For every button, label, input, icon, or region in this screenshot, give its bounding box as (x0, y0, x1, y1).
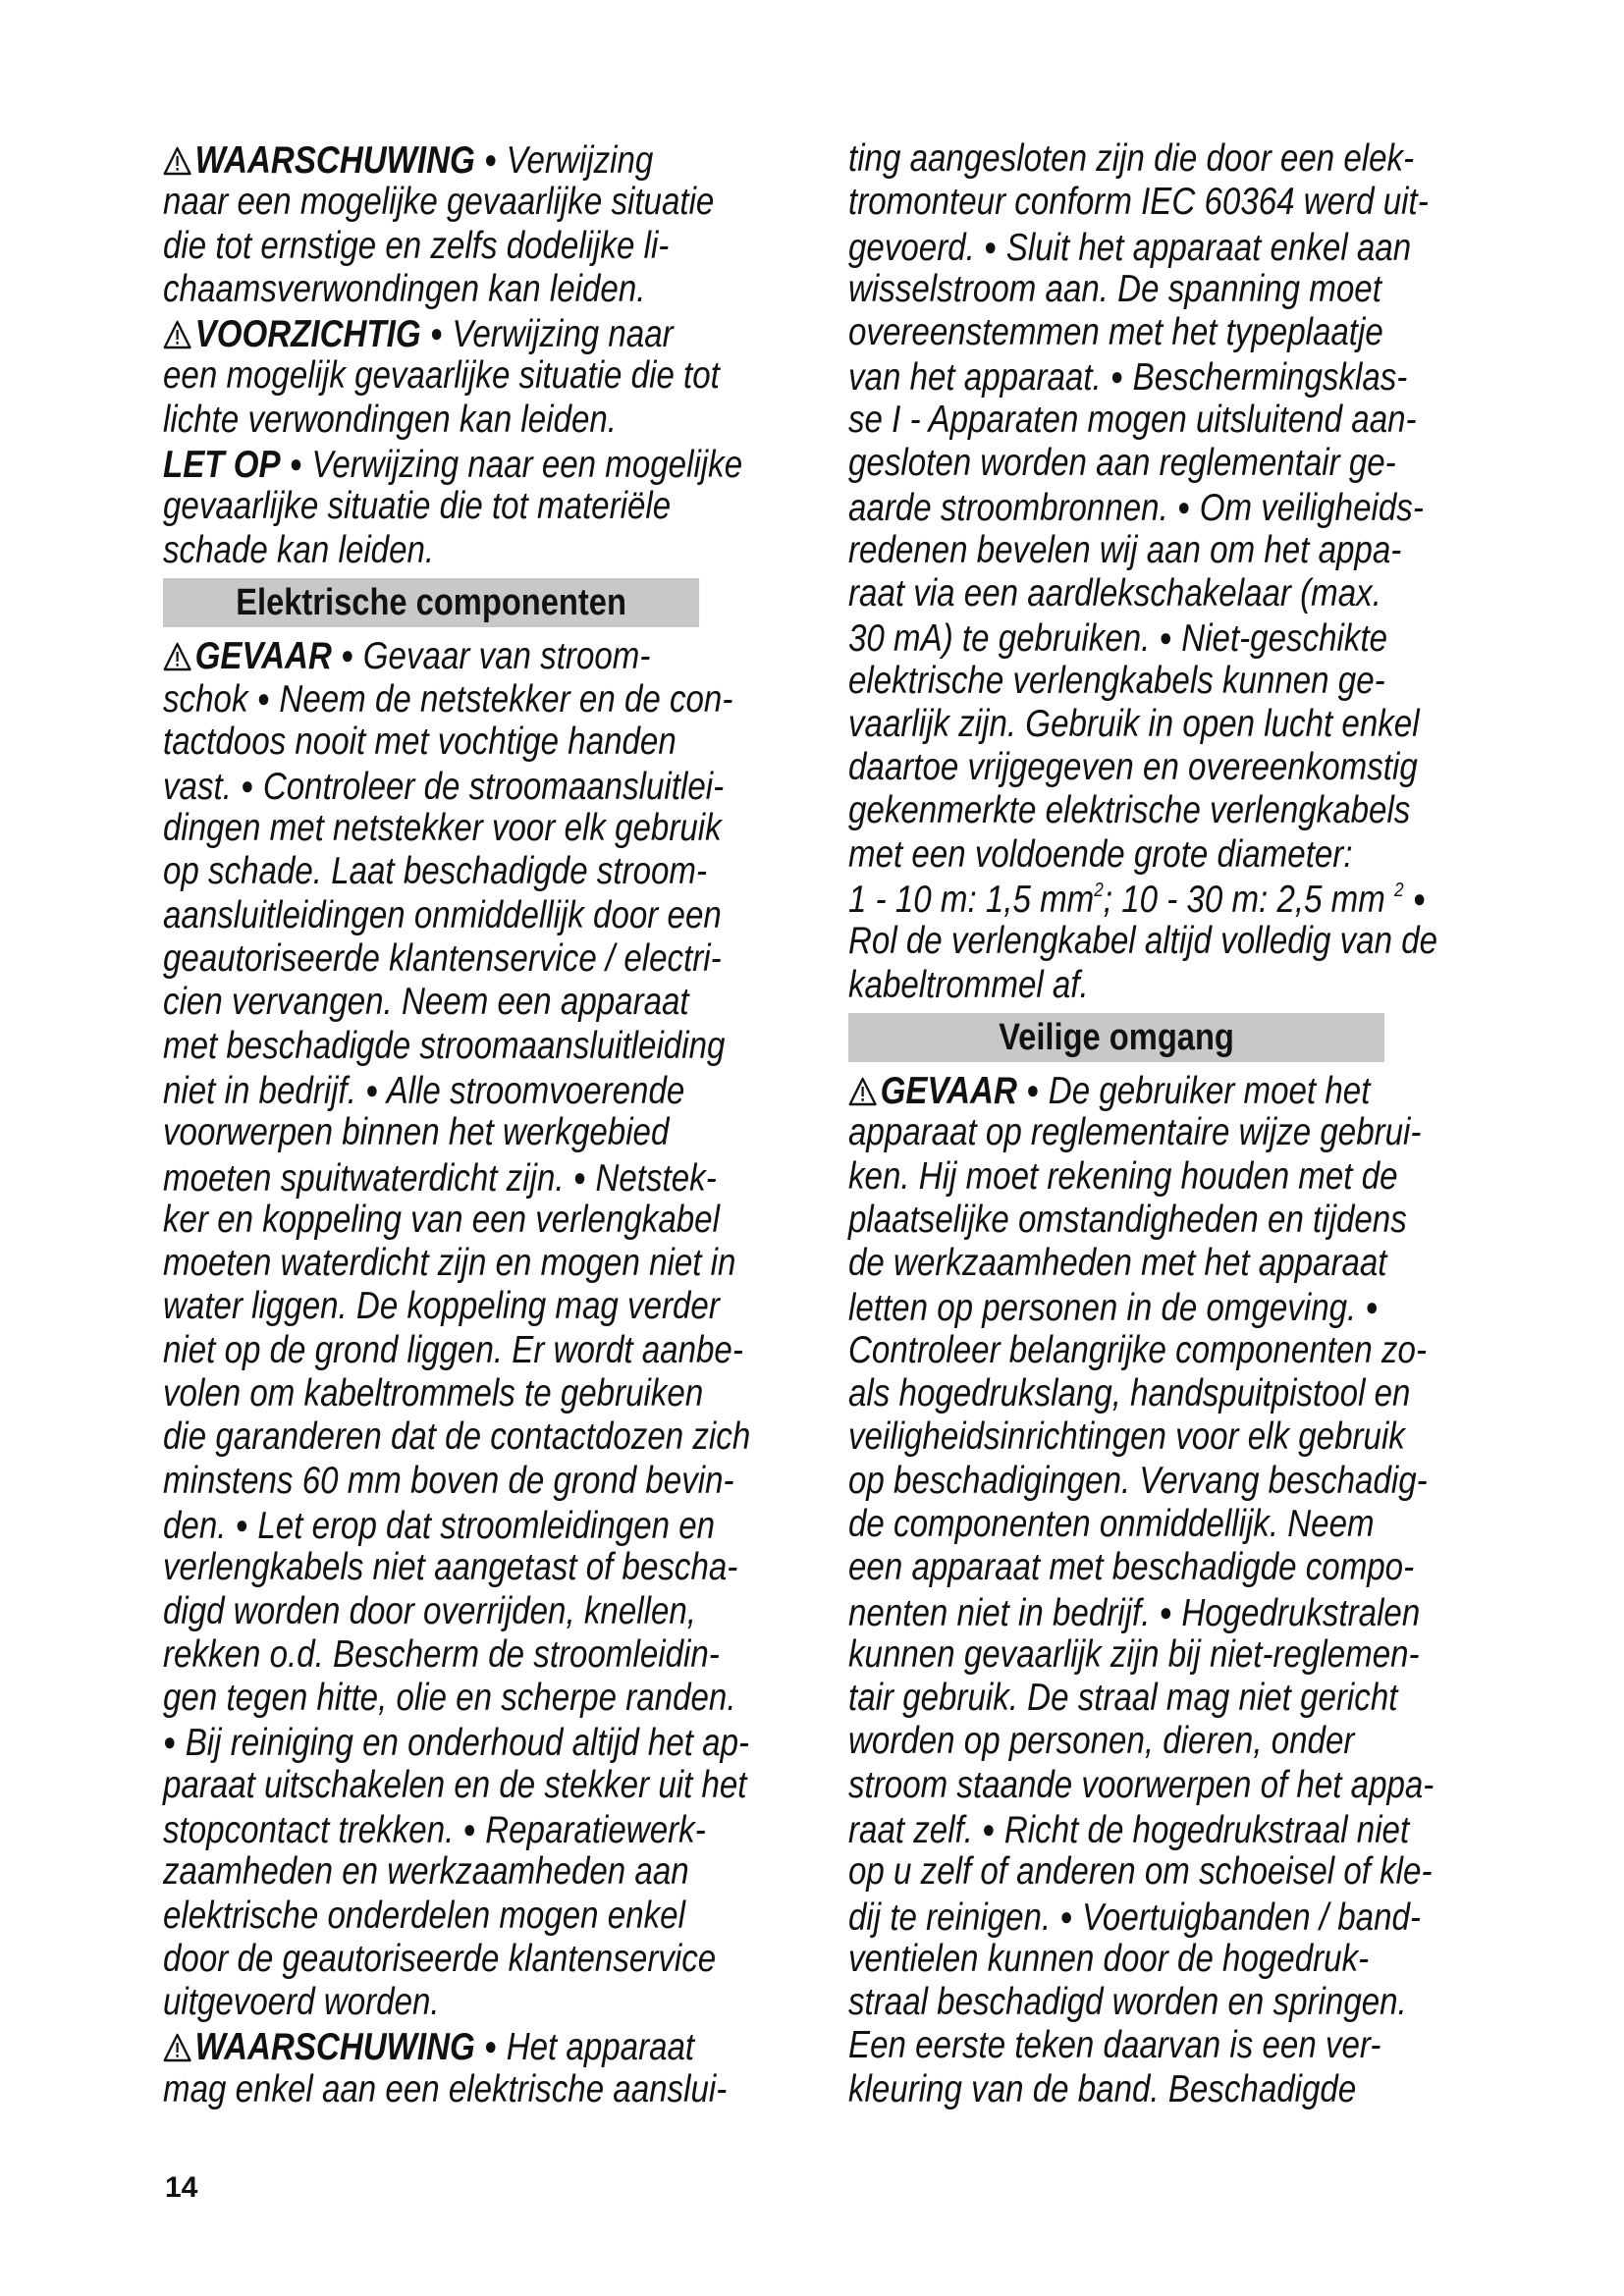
bullet: ● (1159, 1596, 1173, 1627)
text-line: daartoe vrijgegeven en overeenkomstig (848, 746, 1418, 789)
text-segment: stopcontact trekken. (163, 1808, 463, 1851)
text-segment: Sluit het apparaat enkel aan (997, 226, 1412, 269)
bullet: ● (462, 1813, 477, 1843)
text-line (848, 354, 1408, 400)
text-segment: 30 mA) te gebruiken. (848, 617, 1160, 661)
text-line: Rol de verlengkabel altijd volledig van de (848, 920, 1438, 963)
page-number: 14 (165, 2171, 198, 2204)
text-line: plaatselijke omstandigheden en tijdens (848, 1198, 1407, 1241)
text-line (848, 225, 1412, 269)
bullet: ● (1176, 492, 1191, 522)
text-segment: Voertuigbanden / band- (1072, 1896, 1421, 1939)
text-line: water liggen. De koppeling mag verder (163, 1285, 720, 1328)
text-segment: Let erop dat stroomleidingen en (248, 1504, 716, 1547)
text-line: zaamheden en werkzaamheden aan (163, 1850, 689, 1894)
warning-keyword: WAARSCHUWING (194, 2026, 475, 2069)
text-line: volen om kabeltrommels te gebruiken (163, 1372, 704, 1415)
text-line (163, 676, 733, 721)
notice-keyword: LET OP (163, 444, 281, 487)
text-segment: moeten spuitwaterdicht zijn. (163, 1156, 573, 1200)
text-line: overeenstemmen met het typeplaatje (848, 311, 1383, 354)
text-segment: Om veiligheids- (1190, 487, 1424, 530)
text-line: ker en koppeling van een verlengkabel (163, 1198, 720, 1241)
danger-keyword: GEVAAR (194, 634, 332, 677)
text-line (163, 1720, 750, 1765)
text-segment: dij te reinigen. (848, 1896, 1060, 1939)
bullet: ● (256, 683, 271, 714)
text-line: dingen met netstekker voor elk gebruik (163, 807, 722, 850)
bullet: ● (572, 1161, 587, 1192)
text-line: voorwerpen binnen het werkgebied (163, 1111, 670, 1154)
text-line: rekken o.d. Bescherm de stroomleidin- (163, 1632, 720, 1676)
text-segment: Verwijzing naar een mogelijke (302, 444, 743, 487)
bullet: ● (341, 639, 354, 669)
text-line: als hogedrukslang, handspuitpistool en (848, 1372, 1411, 1415)
text-segment: raat zelf. (848, 1808, 983, 1851)
text-line: wisselstroom aan. De spanning moet (848, 267, 1381, 310)
text-line (848, 485, 1424, 530)
text-line: gekenmerkte elektrische verlengkabels (848, 789, 1411, 832)
text-line (163, 764, 725, 808)
text-line (163, 1155, 717, 1200)
text-segment: Netstek- (586, 1156, 717, 1200)
text-line: niet op de grond liggen. Er wordt aanbe- (163, 1328, 743, 1371)
text-line: Een eerste teken daarvan is een ver- (848, 2024, 1381, 2067)
text-line (163, 442, 743, 487)
text-line: aansluitleidingen onmiddellijk door een (163, 893, 722, 936)
text-segment: De gebruiker moet het (1039, 1069, 1371, 1112)
text-segment: van het apparaat. (848, 356, 1110, 400)
text-line: tair gebruik. De straal mag niet gericht (848, 1677, 1398, 1720)
bullet: ● (163, 1727, 177, 1757)
caution-keyword: VOORZICHTIG (194, 313, 421, 356)
text-line: geautoriseerde klantenservice / electri- (163, 937, 722, 981)
text-line: kleuring van de band. Beschadigde (848, 2067, 1357, 2110)
text-line: gesloten worden aan reglementair ge- (848, 442, 1396, 485)
text-line: door de geautoriseerde klantenservice (163, 1937, 717, 1980)
text-segment: 1 - 10 m: 1,5 mm (848, 879, 1095, 922)
bullet: ● (483, 144, 498, 174)
text-line: op u zelf of anderen om schoeisel of kle- (848, 1850, 1433, 1894)
text-line: naar een mogelijke gevaarlijke situatie (163, 181, 715, 224)
bullet: ● (984, 231, 998, 261)
text-line: worden op personen, dieren, onder (848, 1720, 1355, 1763)
text-line (163, 1503, 716, 1547)
section-heading-electrical: Elektrische componenten (163, 578, 699, 627)
text-segment: Niet-geschikte (1172, 617, 1388, 661)
text-line (163, 1068, 699, 1111)
text-line: redenen bevelen wij aan om het appa- (848, 528, 1402, 571)
text-line: mag enkel aan een elektrische aanslui- (163, 2067, 728, 2110)
text-line (163, 2024, 699, 2067)
text-segment: letten op personen in de omgeving. (848, 1287, 1366, 1330)
text-line: Controleer belangrijke componenten zo- (848, 1328, 1427, 1371)
text-line: minstens 60 mm boven de grond bevin- (163, 1459, 734, 1502)
bullet: ● (1365, 1292, 1379, 1322)
warning-triangle-icon (848, 1077, 877, 1106)
text-line: een mogelijk gevaarlijke situatie die tot (163, 354, 720, 398)
text-line: de componenten onmiddellijk. Neem (848, 1502, 1375, 1545)
text-segment: den. (163, 1504, 236, 1547)
text-segment: Bij reiniging en onderhoud altijd het ap- (176, 1722, 750, 1765)
superscript: 2 (1394, 880, 1404, 902)
text-segment: gevoerd. (848, 226, 985, 269)
text-line: moeten waterdicht zijn en mogen niet in (163, 1242, 736, 1285)
text-line: tactdoos nooit met vochtige handen (163, 720, 677, 763)
text-line: lichte verwondingen kan leiden. (163, 398, 618, 441)
right-column (848, 137, 1438, 2111)
superscript: 2 (1094, 880, 1104, 902)
warning-triangle-icon (163, 642, 191, 671)
text-line (848, 1895, 1421, 1939)
text-line: die tot ernstige en zelfs dodelijke li- (163, 224, 670, 267)
text-segment: Richt de hogedrukstraal niet (995, 1808, 1410, 1851)
text-segment: Gevaar van stroom- (353, 634, 651, 677)
text-line: gevaarlijke situatie die tot materiële (163, 485, 672, 528)
danger-keyword: GEVAAR (880, 1069, 1017, 1112)
text-line: cien vervangen. Neem een apparaat (163, 981, 689, 1024)
text-line (848, 877, 1427, 922)
bullet: ● (1159, 622, 1173, 653)
text-line: vaarlijk zijn. Gebruik in open lucht enkel (848, 702, 1420, 745)
text-segment: schok (163, 678, 257, 721)
text-segment: vast. (163, 765, 242, 808)
text-line: de werkzaamheden met het apparaat (848, 1242, 1387, 1285)
text-segment: nenten niet in bedrijf. (848, 1591, 1160, 1634)
text-line: met beschadigde stroomaansluitleiding (163, 1024, 726, 1067)
text-segment: Beschermingsklas- (1123, 356, 1408, 400)
text-line: chaamsverwondingen kan leiden. (163, 267, 646, 310)
text-line (163, 311, 699, 354)
text-line: elektrische onderdelen mogen enkel (163, 1894, 685, 1937)
text-line: die garanderen dat de contactdozen zich (163, 1415, 751, 1459)
warning-triangle-icon (163, 2033, 191, 2062)
bullet: ● (365, 1074, 379, 1104)
warning-triangle-icon (163, 146, 191, 176)
text-line: ting aangesloten zijn die door een elek- (848, 137, 1415, 180)
text-segment: Het apparaat (497, 2026, 695, 2069)
text-segment: Verwijzing (497, 139, 654, 182)
text-line: veiligheidsinrichtingen voor elk gebruik (848, 1415, 1405, 1459)
text-line: tromonteur conform IEC 60364 werd uit- (848, 181, 1429, 224)
bullet: ● (241, 770, 254, 800)
text-line: stroom staande voorwerpen of het appa- (848, 1763, 1435, 1806)
section-heading-safe-handling: Veilige omgang (848, 1013, 1384, 1062)
text-line (848, 615, 1388, 661)
text-line (163, 1807, 706, 1851)
text-line: se I - Apparaten mogen uitsluitend aan- (848, 398, 1417, 441)
text-line: ken. Hij moet rekening houden met de (848, 1154, 1398, 1198)
text-line: straal beschadigd worden en springen. (848, 1981, 1407, 2024)
text-line (163, 137, 699, 181)
text-segment: Controleer de stroomaansluitlei- (253, 765, 725, 808)
text-segment: niet in bedrijf. (163, 1069, 366, 1112)
text-line: paraat uitschakelen en de stekker uit het (163, 1763, 747, 1806)
text-line: kabeltrommel af. (848, 963, 1089, 1006)
text-line: schade kan leiden. (163, 528, 435, 571)
bullet: ● (1412, 883, 1427, 914)
bullet: ● (982, 1813, 996, 1843)
text-line: apparaat op reglementaire wijze gebrui- (848, 1111, 1422, 1154)
text-line (163, 633, 699, 676)
bullet: ● (1110, 361, 1124, 392)
text-line: op schade. Laat beschadigde stroom- (163, 850, 708, 893)
text-segment: ; 10 - 30 m: 2,5 mm (1103, 879, 1395, 922)
bullet: ● (1026, 1074, 1040, 1104)
text-line (848, 1590, 1421, 1634)
left-column (163, 137, 751, 2111)
text-segment: Reparatiewerk- (476, 1808, 706, 1851)
text-segment: Hogedrukstralen (1172, 1591, 1421, 1634)
text-line: op beschadigingen. Vervang beschadig- (848, 1459, 1428, 1502)
text-line: uitgevoerd worden. (163, 1981, 440, 2024)
text-line: digd worden door overrijden, knellen, (163, 1589, 696, 1632)
text-line (848, 1285, 1384, 1328)
warning-keyword: WAARSCHUWING (194, 139, 475, 182)
text-line: kunnen gevaarlijk zijn bij niet-reglemen- (848, 1632, 1420, 1676)
text-line: gen tegen hitte, olie en scherpe randen. (163, 1677, 736, 1720)
text-line: een apparaat met beschadigde compo- (848, 1546, 1415, 1589)
text-line (848, 1068, 1384, 1111)
text-line: raat via een aardlekschakelaar (max. (848, 571, 1381, 614)
bullet: ● (1059, 1900, 1073, 1931)
text-line: met een voldoende grote diameter: (848, 832, 1353, 876)
text-line: ventielen kunnen door de hogedruk- (848, 1937, 1370, 1980)
text-segment: Alle stroomvoerende (378, 1069, 685, 1112)
text-line: elektrische verlengkabels kunnen ge- (848, 659, 1385, 702)
text-segment: Neem de netstekker en de con- (270, 678, 733, 721)
bullet: ● (429, 318, 444, 348)
bullet: ● (483, 2031, 498, 2061)
warning-triangle-icon (163, 320, 191, 349)
bullet: ● (289, 449, 303, 479)
text-segment: Verwijzing naar (443, 313, 674, 356)
text-segment: aarde stroombronnen. (848, 487, 1177, 530)
text-line (848, 1807, 1410, 1851)
bullet: ● (235, 1509, 249, 1539)
text-line: verlengkabels niet aangetast of bescha- (163, 1546, 738, 1589)
